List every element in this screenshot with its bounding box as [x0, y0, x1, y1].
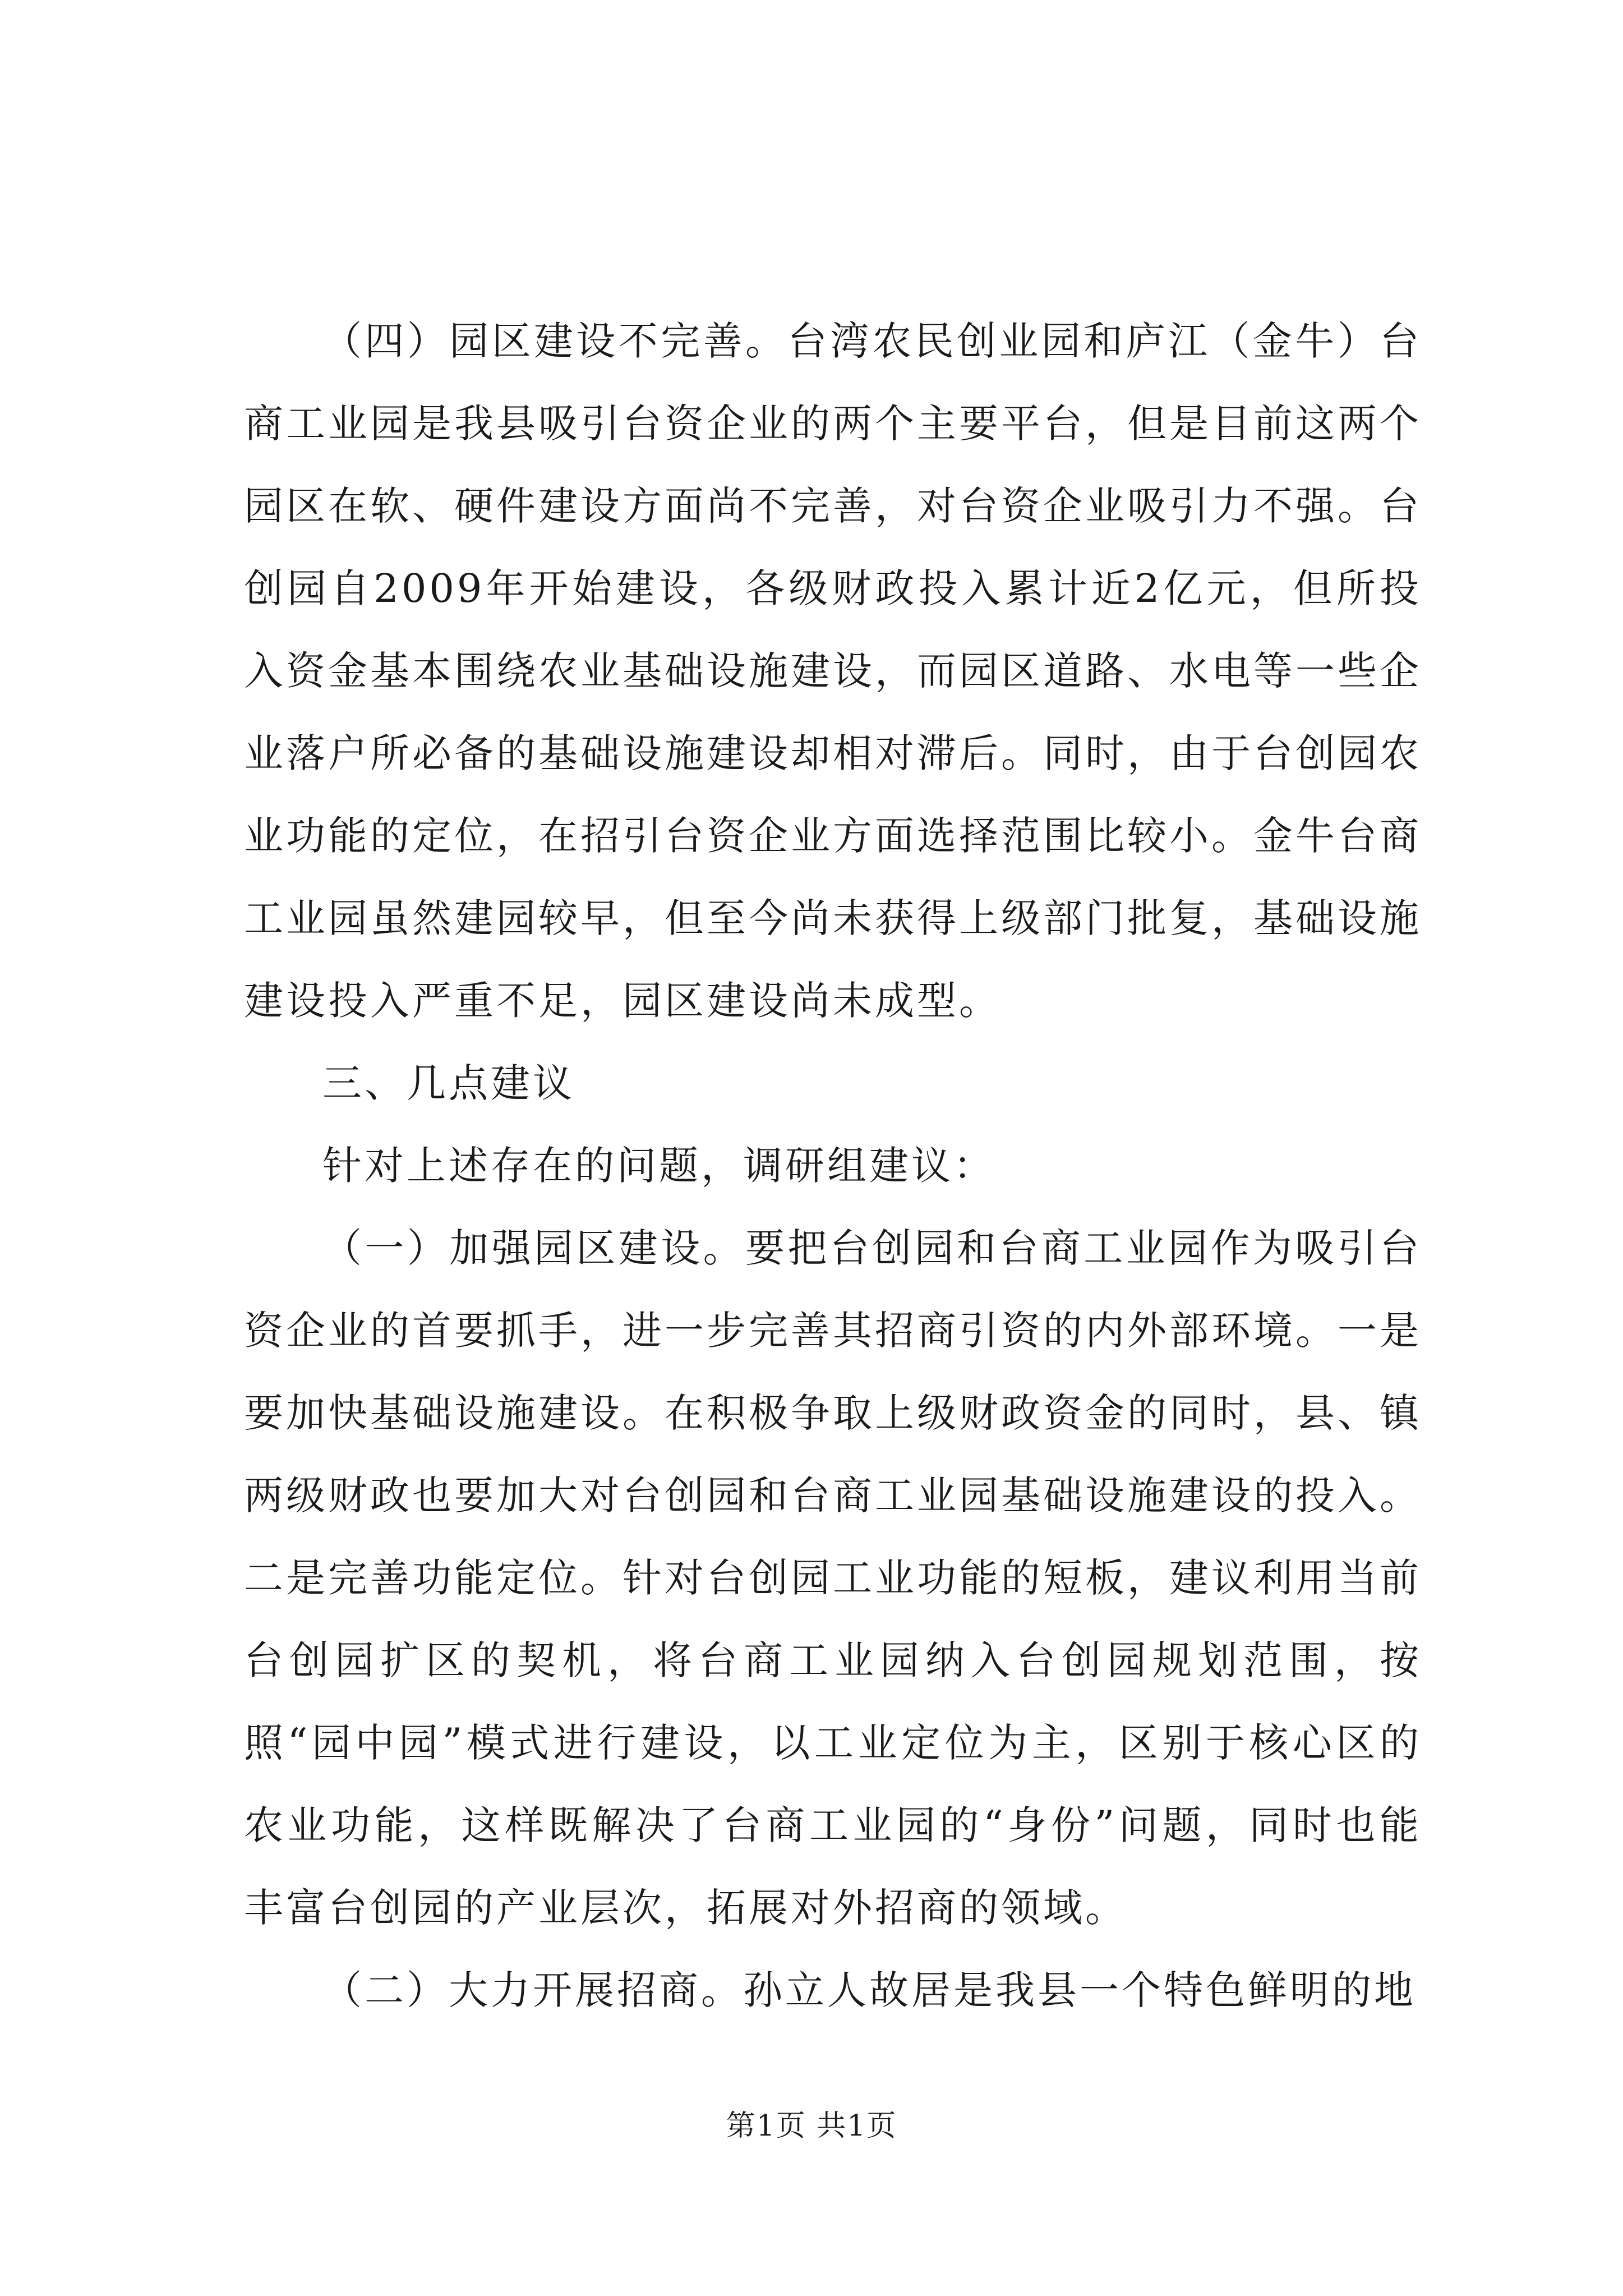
paragraph-strengthen-park: （一）加强园区建设。要把台创园和台商工业园作为吸引台资企业的首要抓手，进一步完善其招商引资的内外部环境。一是要加快基础设施建设。在积极争取上级财政资金的同时，县、镇两级财政也要加大对台创园和台商工业园基础设施建设的投入。二是完善功能定位。针对台创园工业功能的短板，建议利用当前台创园扩区的契机，将台商工业园纳入台创园规划范围，按照“园中园”模式进行建设，以工业定位为主，区别于核心区的农业功能，这样既解决了台商工业园的“身份”问题，同时也能丰富台创园的产业层次，拓展对外招商的领域。 — [244, 1225, 1422, 1931]
document-body — [244, 300, 1422, 2032]
paragraph-suggestions-intro: 针对上述存在的问题，调研组建议： — [322, 1143, 995, 1189]
section-heading-suggestions: 三、几点建议 — [322, 1060, 575, 1106]
page-footer: 第1页 共1页 — [726, 2109, 897, 2143]
paragraph-park-construction-issue: （四）园区建设不完善。台湾农民创业园和庐江（金牛）台商工业园是我县吸引台资企业的两个主要平台，但是目前这两个园区在软、硬件建设方面尚不完善，对台资企业吸引力不强。台创园自2009年开始建设，各级财政投入累计近2亿元，但所投入资金基本围绕农业基础设施建设，而园区道路、水电等一些企业落户所必备的基础设施建设却相对滞后。同时，由于台创园农业功能的定位，在招引台资企业方面选择范围比较小。金牛台商工业园虽然建园较早，但至今尚未获得上级部门批复，基础设施建设投入严重不足，园区建设尚未成型。 — [244, 318, 1422, 1024]
paragraph-investment-promotion: （二）大力开展招商。孙立人故居是我县一个特色鲜明的地 — [322, 1967, 1416, 2013]
